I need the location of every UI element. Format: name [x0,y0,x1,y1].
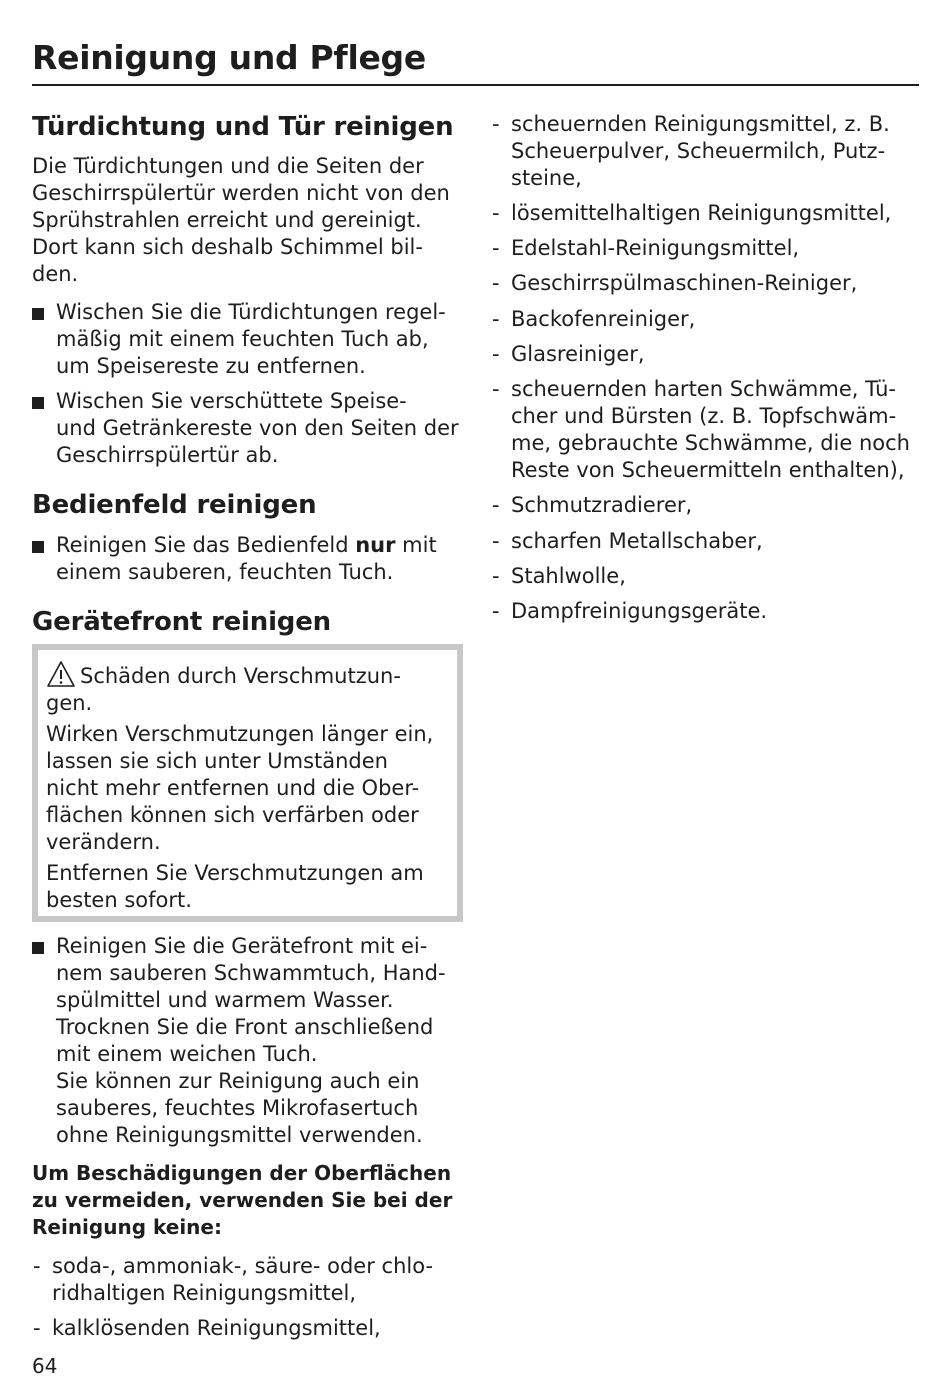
page-number: 64 [32,1354,58,1378]
warning-triangle-icon [46,660,76,688]
avoid-item: - soda-, ammoniak-, säure- oder chlo- ridhaltigen Reinigungsmittel, [33,1254,434,1305]
section-heading-door: Türdichtung und Tür reinigen [32,112,454,142]
avoid-item: - Stahlwolle, [492,564,626,588]
warning-box [32,644,463,922]
avoid-item: - Edelstahl-Reinigungsmittel, [492,236,800,260]
avoid-item: - Glasreiniger, [492,342,645,366]
avoid-item: - lösemittelhaltigen Reinigungsmittel, [492,201,892,225]
avoid-item: - Schmutzradierer, [492,493,693,517]
section-heading-front: Gerätefront reinigen [32,607,331,637]
avoid-item: - Backofenreiniger, [492,307,696,331]
square-bullet-icon [32,308,44,320]
title-divider [32,84,919,86]
door-intro: Die Türdichtungen und die Seiten der Geschirrspülertür werden nicht von den Sprühstrahlen erreicht und gereinigt. Dort kann sich deshalb Schimmel bil- den. [32,154,450,286]
panel-bullet: Reinigen Sie das Bedienfeld nur mit einem sauberen, feuchten Tuch. [32,532,464,586]
door-bullet-1: Wischen Sie die Türdichtungen regel- mäßig mit einem feuchten Tuch ab, um Speisereste zu entfernen. [32,299,464,380]
front-bullet: Reinigen Sie die Gerätefront mit ei- nem sauberen Schwammtuch, Hand- spülmittel und warmem Wasser. Trocknen Sie die Front anschließend mit einem weichen Tuch. Sie können zur Reinigung auch ein sauberes, feuchtes Mikrofasertuch ohne Reinigungsmittel verwenden. [32,933,464,1149]
damage-intro: Um Beschädigungen der Oberflächen zu vermeiden, verwenden Sie bei der Reinigung keine: [32,1161,453,1239]
page-title: Reinigung und Pflege [32,38,426,77]
square-bullet-icon [32,541,44,553]
avoid-item: - kalklösenden Reinigungsmittel, [33,1316,381,1340]
warning-title: Schäden durch Verschmutzun- gen. [46,660,449,717]
avoid-item: - scheuernden harten Schwämme, Tü- cher und Bürsten (z. B. Topfschwäm- me, gebrauchte Schwämme, die noch Reste von Scheuermitteln enthalten), [492,377,910,482]
avoid-item: - scharfen Metallschaber, [492,529,763,553]
avoid-item: - scheuernden Reinigungsmittel, z. B. Scheuerpulver, Scheuermilch, Putz- steine, [492,112,890,190]
square-bullet-icon [32,942,44,954]
avoid-item: - Dampfreinigungsgeräte. [492,599,768,623]
avoid-item: - Geschirrspülmaschinen-Reiniger, [492,271,858,295]
door-bullet-2: Wischen Sie verschüttete Speise- und Getränkereste von den Seiten der Geschirrspülertür ab. [32,388,464,469]
warning-advice: Entfernen Sie Verschmutzungen am besten sofort. [46,861,424,912]
square-bullet-icon [32,397,44,409]
section-heading-panel: Bedienfeld reinigen [32,490,317,520]
warning-text: Wirken Verschmutzungen länger ein, lassen sie sich unter Umständen nicht mehr entfernen und die Ober- flächen können sich verfärben oder verändern. [46,722,434,854]
